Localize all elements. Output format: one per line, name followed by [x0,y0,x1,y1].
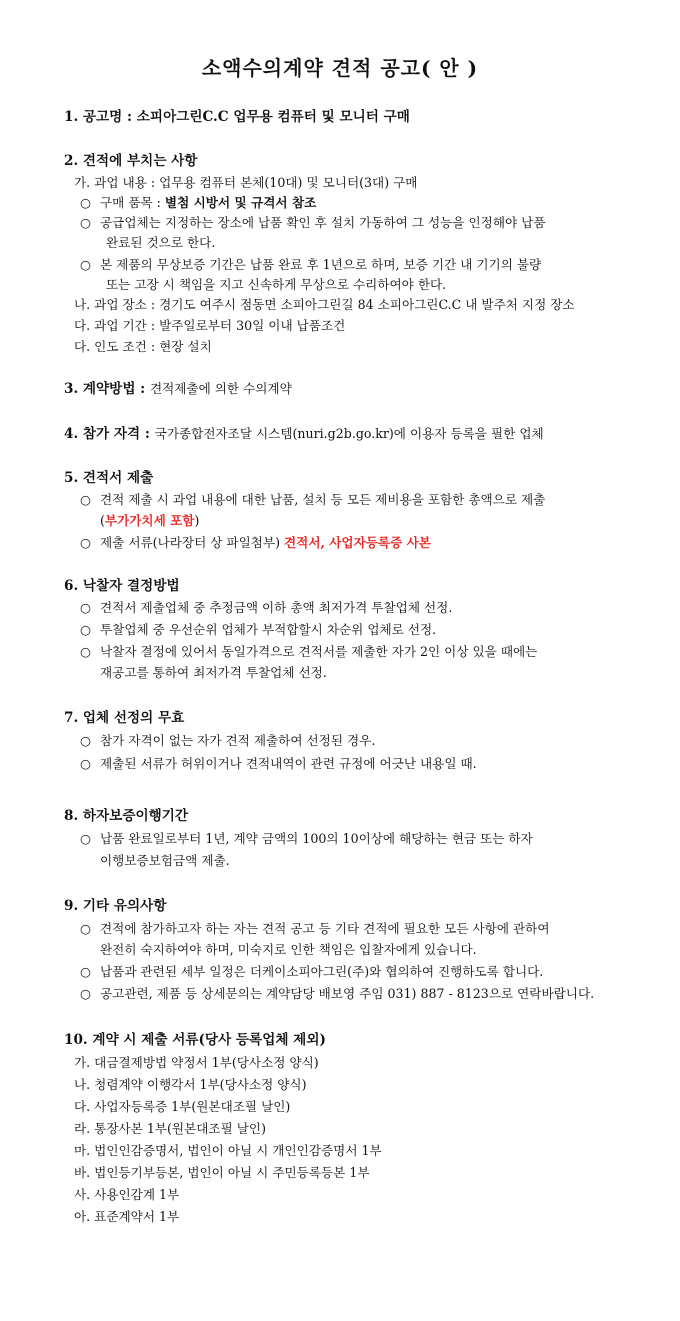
s10-item: 나. 청렴계약 이행각서 1부(당사소정 양식) [74,1077,307,1092]
s10-item: 사. 사용인감계 1부 [74,1187,180,1202]
s9-bullet-3: ○ 공고관련, 제품 등 상세문의는 계약담당 배보영 주임 031) 887 - 8123으로 연락바랍니다. [80,986,595,1001]
s6-bullet-3: ○ 낙찰자 결정에 있어서 동일가격으로 견적서를 제출한 자가 2인 이상 있을 때에는 [80,644,538,659]
s2-task-period: 다. 과업 기간 : 발주일로부터 30일 이내 납품조건 [74,318,346,333]
s2-task-place: 나. 과업 장소 : 경기도 여주시 점동면 소피아그린길 84 소피아그린C.C 내 발주처 지정 장소 [74,297,575,312]
section-2-heading: 2. 견적에 부치는 사항 [64,153,198,169]
s2-bullet-1: ○ 구매 품목 : 별첨 시방서 및 규격서 참조 [80,195,317,210]
s10-item: 아. 표준계약서 1부 [74,1209,180,1224]
s5-bullet-2: ○ 제출 서류(나라장터 상 파일첨부) 견적서, 사업자등록증 사본 [80,535,431,550]
s7-bullet-1: ○ 참가 자격이 없는 자가 견적 제출하여 선정된 경우. [80,733,376,748]
section-7-heading: 7. 업체 선정의 무효 [64,710,185,726]
s10-item: 다. 사업자등록증 1부(원본대조필 날인) [74,1099,291,1114]
bullet-icon: ○ [80,195,91,210]
s9-bullet-1-cont: 완전히 숙지하여야 하며, 미숙지로 인한 책임은 입찰자에게 있습니다. [100,942,477,957]
section-3-heading: 3. 계약방법 : [64,381,150,397]
s8-bullet-1-cont: 이행보증보험금액 제출. [100,853,230,868]
s2-delivery-condition: 다. 인도 조건 : 현장 설치 [74,339,212,354]
s9-bullet-1: ○ 견적에 참가하고자 하는 자는 견적 공고 등 기타 견적에 필요한 모든 사항에 관하여 [80,921,550,936]
s10-item: 바. 법인등기부등본, 법인이 아닐 시 주민등록등본 1부 [74,1165,370,1180]
section-5-heading: 5. 견적서 제출 [64,470,154,486]
s2-bullet-3-cont: 또는 고장 시 책임을 지고 신속하게 무상으로 수리하여야 한다. [106,277,447,292]
page-title: 소액수의계약 견적 공고( 안 ) [201,56,479,80]
s6-bullet-3-cont: 재공고를 통하여 최저가격 투찰업체 선정. [100,665,327,680]
s10-item: 라. 통장사본 1부(원본대조필 날인) [74,1121,267,1136]
section-8-heading: 8. 하자보증이행기간 [64,808,188,824]
s10-item: 가. 대금결제방법 약정서 1부(당사소정 양식) [74,1055,319,1070]
section-6-heading: 6. 낙찰자 결정방법 [64,578,180,594]
section-9-heading: 9. 기타 유의사항 [64,898,167,914]
bullet-icon: ○ [80,492,91,507]
s6-bullet-1: ○ 견적서 제출업체 중 추정금액 이하 총액 최저가격 투찰업체 선정. [80,600,453,615]
s6-bullet-2: ○ 투찰업체 중 우선순위 업체가 부적합할시 차순위 업체로 선정. [80,622,437,637]
bullet-icon: ○ [80,622,91,637]
section-10-heading: 10. 계약 시 제출 서류(당사 등록업체 제외) [64,1032,326,1048]
bullet-icon: ○ [80,964,91,979]
s9-bullet-2: ○ 납품과 관련된 세부 일정은 더케이소피아그린(주)와 협의하여 진행하도록 합니다. [80,964,544,979]
bullet-icon: ○ [80,921,91,936]
section-3: 3. 계약방법 : 견적제출에 의한 수의계약 [64,381,292,397]
s7-bullet-2: ○ 제출된 서류가 허위이거나 견적내역이 관련 규정에 어긋난 내용일 때. [80,756,477,771]
s2-bullet-2: ○ 공급업체는 지정하는 장소에 납품 확인 후 설치 가동하여 그 성능을 인정해야 납품 [80,215,546,230]
bullet-icon: ○ [80,831,91,846]
bullet-icon: ○ [80,257,91,272]
bullet-icon: ○ [80,215,91,230]
bullet-icon: ○ [80,600,91,615]
bullet-icon: ○ [80,733,91,748]
section-1-heading: 1. 공고명 : 소피아그린C.C 업무용 컴퓨터 및 모니터 구매 [64,109,410,125]
s10-item: 마. 법인인감증명서, 법인이 아닐 시 개인인감증명서 1부 [74,1143,382,1158]
s2-task-content: 가. 과업 내용 : 업무용 컴퓨터 본체(10대) 및 모니터(3대) 구매 [74,175,418,190]
s5-bullet-1: ○ 견적 제출 시 과업 내용에 대한 납품, 설치 등 모든 제비용을 포함한 총액으로 제출 [80,492,546,507]
s8-bullet-1: ○ 납품 완료일로부터 1년, 계약 금액의 100의 10이상에 해당하는 현금 또는 하자 [80,831,533,846]
bullet-icon: ○ [80,756,91,771]
s2-bullet-3: ○ 본 제품의 무상보증 기간은 납품 완료 후 1년으로 하며, 보증 기간 내 기기의 불량 [80,257,542,272]
s2-bullet-2-cont: 완료된 것으로 한다. [106,235,216,250]
bullet-icon: ○ [80,644,91,659]
bullet-icon: ○ [80,535,91,550]
s5-bullet-1-cont: (부가가치세 포함) [100,513,200,528]
section-4: 4. 참가 자격 : 국가종합전자조달 시스템(nuri.g2b.go.kr)에 이용자 등록을 필한 업체 [64,426,544,442]
section-4-heading: 4. 참가 자격 : [64,426,155,442]
bullet-icon: ○ [80,986,91,1001]
